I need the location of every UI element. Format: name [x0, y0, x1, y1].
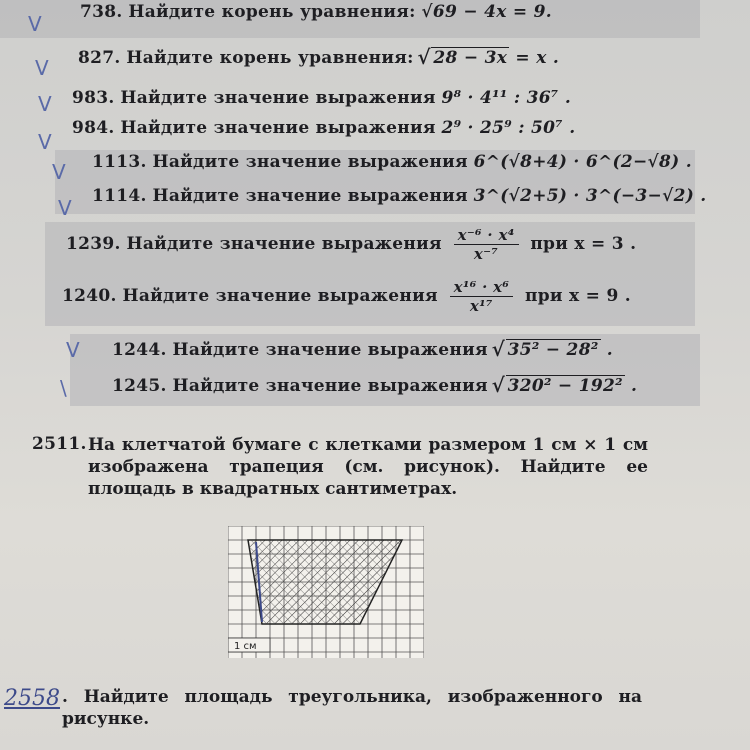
problem-math: √69 − 4x = 9.	[421, 2, 553, 22]
check-mark: V	[35, 56, 49, 80]
problem-number: 738.	[80, 2, 123, 22]
problem-text: Найдите значение выражения	[172, 376, 488, 396]
problem-number: 1240.	[62, 286, 117, 306]
problem-984	[72, 118, 575, 138]
sqrt-expression	[419, 48, 509, 68]
radicand: 28 − 3x	[433, 48, 508, 68]
problem-tail: при x = 3 .	[530, 234, 637, 254]
check-mark: V	[58, 196, 72, 220]
problem-text: Найдите значение выражения	[120, 88, 436, 108]
problem-2511-text: На клетчатой бумаге с клетками размером 1 см × 1 см изображена трапеция (см. рисунок). Найдите ее площадь в квадратных сантиметрах.	[88, 435, 648, 499]
check-mark: \	[60, 376, 67, 400]
radicand: 35² − 28²	[507, 340, 599, 360]
check-mark: V	[28, 12, 42, 36]
problem-text: Найдите значение выражения	[152, 152, 468, 172]
sqrt-expression	[494, 340, 601, 360]
math-tail: .	[624, 376, 638, 396]
check-mark: V	[38, 92, 52, 116]
check-mark: V	[52, 160, 66, 184]
fraction-denominator: x¹⁷	[469, 297, 493, 315]
problem-number: 1113.	[92, 152, 147, 172]
fraction-denominator: x⁻⁷	[473, 245, 499, 263]
problem-text: Найдите значение выражения	[120, 118, 436, 138]
problem-text: Найдите значение выражения	[172, 340, 488, 360]
problem-number: 827.	[78, 48, 121, 68]
problem-1114	[92, 186, 706, 206]
scale-label: 1 см	[234, 641, 257, 652]
math-tail: .	[600, 340, 614, 360]
problem-number: 1239.	[66, 234, 121, 254]
problem-2511-number	[32, 434, 87, 454]
problem-738	[80, 2, 552, 22]
problem-1240	[62, 278, 631, 315]
problem-1113	[92, 152, 692, 172]
problem-text: Найдите корень уравнения:	[128, 2, 416, 22]
problem-number: 1114.	[92, 186, 147, 206]
problem-number: 983.	[72, 88, 115, 108]
problem-math: 6^(√8+4) · 6^(2−√8) .	[473, 152, 692, 172]
problem-number: 1245.	[112, 376, 167, 396]
problem-2558-number: 2558	[4, 686, 60, 711]
problem-1244	[112, 340, 613, 360]
problem-number: 984.	[72, 118, 115, 138]
problem-text: Найдите значение выражения	[126, 234, 442, 254]
radicand: 320² − 192²	[507, 376, 623, 396]
check-mark: V	[66, 338, 80, 362]
problem-text: Найдите значение выражения	[152, 186, 468, 206]
problem-math: 2⁹ · 25⁹ : 50⁷ .	[441, 118, 576, 138]
check-mark: V	[38, 130, 52, 154]
fraction	[450, 278, 514, 315]
problem-text: Найдите корень уравнения:	[126, 48, 414, 68]
problem-number: 2511.	[32, 434, 87, 454]
problem-1239	[66, 226, 636, 263]
problem-1245	[112, 376, 637, 396]
problem-number: 1244.	[112, 340, 167, 360]
problem-tail: при x = 9 .	[524, 286, 632, 306]
fraction	[454, 226, 519, 263]
problem-827	[78, 48, 559, 68]
sqrt-expression	[494, 376, 625, 396]
problem-math: 3^(√2+5) · 3^(−3−√2) .	[473, 186, 707, 206]
fraction-numerator: x¹⁶ · x⁶	[450, 278, 514, 297]
trapezoid-figure	[228, 526, 424, 658]
problem-2558-text: . Найдите площадь треугольника, изображенного на рисунке.	[62, 687, 642, 729]
problem-983	[72, 88, 571, 108]
problem-math: 9⁸ · 4¹¹ : 36⁷ .	[441, 88, 572, 108]
problem-text: Найдите значение выражения	[122, 286, 438, 306]
fraction-numerator: x⁻⁶ · x⁴	[454, 226, 519, 245]
math-tail: = x .	[509, 48, 560, 68]
